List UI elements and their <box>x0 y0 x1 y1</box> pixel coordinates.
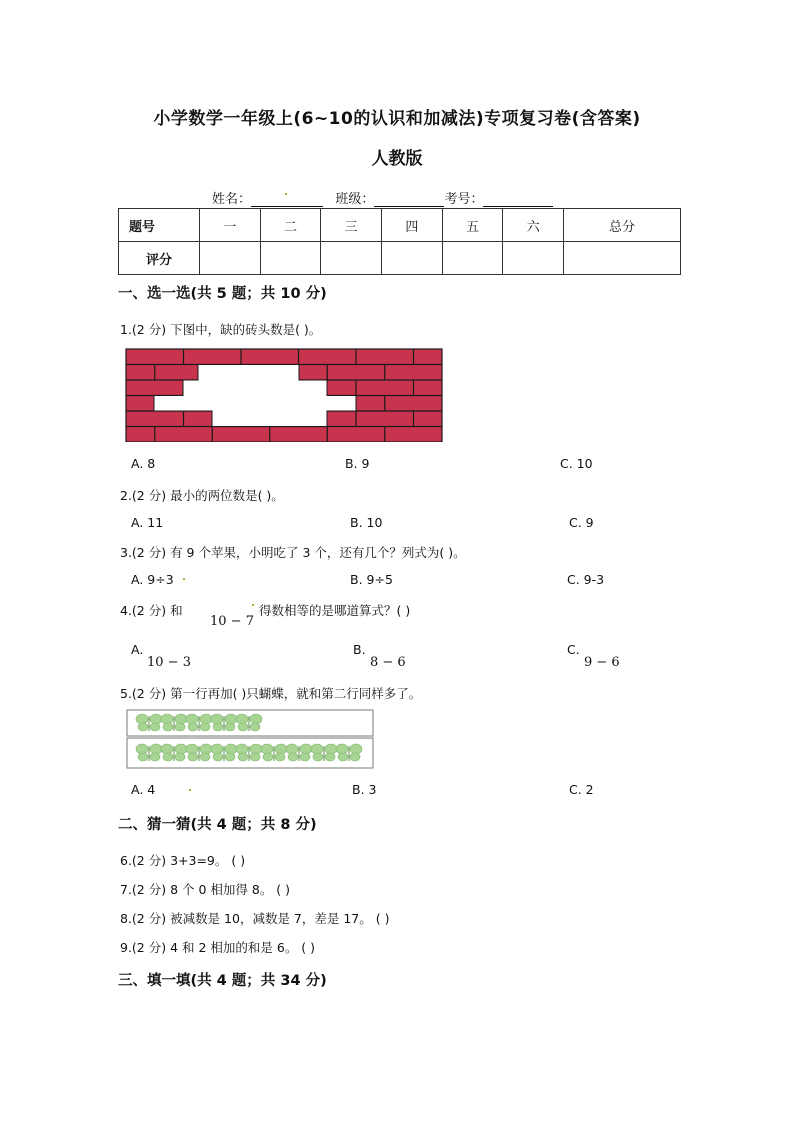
question-1-text: 1.(2 分) 下图中，缺的砖头数是( )。 <box>120 322 322 337</box>
question-5-option-c[interactable]: C. 2 <box>569 782 594 797</box>
butterfly-icon <box>336 744 362 761</box>
question-4-text-before: 4.(2 分) 和 <box>120 603 183 618</box>
score-table-header-row <box>119 209 681 242</box>
butterfly-icon <box>161 714 187 731</box>
question-4-option-a-expression: 10 − 3 <box>147 655 191 670</box>
brick-wall-figure <box>125 348 443 442</box>
butterfly-icon <box>136 714 162 731</box>
question-4-option-b-expression: 8 − 6 <box>370 655 406 670</box>
question-3-option-a[interactable]: A. 9÷3 <box>131 572 174 587</box>
question-1-option-c[interactable]: C. 10 <box>560 456 593 471</box>
question-5-option-a[interactable]: A. 4 <box>131 782 156 797</box>
score-col-4: 四 <box>382 209 443 242</box>
score-table-row2-head: 评分 <box>119 242 200 275</box>
question-1-option-b[interactable]: B. 9 <box>345 456 370 471</box>
section-3-heading: 三、填一填(共 4 题；共 34 分) <box>118 973 327 989</box>
class-field[interactable] <box>374 193 444 207</box>
question-6-text: 6.(2 分) 3+3=9。 ( ) <box>120 853 246 868</box>
question-2-option-b[interactable]: B. 10 <box>350 515 383 530</box>
section-1-heading: 一、选一选(共 5 题；共 10 分) <box>118 286 327 302</box>
page-subtitle: 人教版 <box>371 149 423 169</box>
question-5-text: 5.(2 分) 第一行再加( )只蝴蝶，就和第二行同样多了。 <box>120 686 422 701</box>
question-2-option-a[interactable]: A. 11 <box>131 515 164 530</box>
butterfly-icon <box>161 744 187 761</box>
butterfly-icon <box>286 744 312 761</box>
question-4-option-c[interactable]: C. <box>567 642 580 657</box>
question-4-text-after: 得数相等的是哪道算式？( ) <box>259 603 411 618</box>
butterfly-icon <box>236 714 262 731</box>
question-4-option-b[interactable]: B. <box>353 642 366 657</box>
question-4-option-c-expression: 9 − 6 <box>584 655 620 670</box>
question-2-option-c[interactable]: C. 9 <box>569 515 594 530</box>
butterfly-icon <box>136 744 162 761</box>
score-cell[interactable] <box>200 242 261 275</box>
score-col-3: 三 <box>321 209 382 242</box>
butterfly-icon <box>236 744 262 761</box>
question-7-text: 7.(2 分) 8 个 0 相加得 8。 ( ) <box>120 882 291 897</box>
butterfly-icon <box>261 744 287 761</box>
score-col-5: 五 <box>442 209 503 242</box>
page-title: 小学数学一年级上(6~10的认识和加减法)专项复习卷(含答案) <box>153 109 641 129</box>
exam-no-label: 考号： <box>444 192 484 207</box>
question-3-option-b[interactable]: B. 9÷5 <box>350 572 393 587</box>
score-table-row1-head: 题号 <box>119 209 200 242</box>
butterfly-icon <box>186 744 212 761</box>
question-4-option-a[interactable]: A. <box>131 642 144 657</box>
score-cell[interactable] <box>382 242 443 275</box>
question-4-expression: 10 − 7 <box>210 614 254 629</box>
question-8-text: 8.(2 分) 被减数是 10，减数是 7，差是 17。 ( ) <box>120 911 390 926</box>
score-table <box>118 208 681 275</box>
score-col-total: 总分 <box>564 209 681 242</box>
score-col-1: 一 <box>200 209 261 242</box>
score-col-2: 二 <box>260 209 321 242</box>
butterfly-icon <box>211 714 237 731</box>
score-col-6: 六 <box>503 209 564 242</box>
name-label: 姓名： <box>212 192 252 207</box>
section-2-heading: 二、猜一猜(共 4 题；共 8 分) <box>118 817 317 833</box>
question-3-text: 3.(2 分) 有 9 个苹果，小明吃了 3 个，还有几个？列式为( )。 <box>120 545 466 560</box>
name-field[interactable] <box>251 193 323 207</box>
score-cell[interactable] <box>442 242 503 275</box>
score-table-score-row <box>119 242 681 275</box>
butterfly-rows-figure <box>124 706 378 772</box>
question-3-option-c[interactable]: C. 9-3 <box>567 572 605 587</box>
question-1-option-a[interactable]: A. 8 <box>131 456 156 471</box>
score-cell[interactable] <box>321 242 382 275</box>
student-info-line <box>212 188 553 207</box>
butterfly-icon <box>211 744 237 761</box>
question-9-text: 9.(2 分) 4 和 2 相加的和是 6。 ( ) <box>120 940 316 955</box>
butterfly-icon <box>186 714 212 731</box>
question-5-option-b[interactable]: B. 3 <box>352 782 377 797</box>
question-2-text: 2.(2 分) 最小的两位数是( )。 <box>120 488 284 503</box>
score-cell[interactable] <box>564 242 681 275</box>
score-cell[interactable] <box>503 242 564 275</box>
score-cell[interactable] <box>260 242 321 275</box>
class-label: 班级： <box>335 192 375 207</box>
exam-no-field[interactable] <box>483 193 553 207</box>
butterfly-icon <box>311 744 337 761</box>
